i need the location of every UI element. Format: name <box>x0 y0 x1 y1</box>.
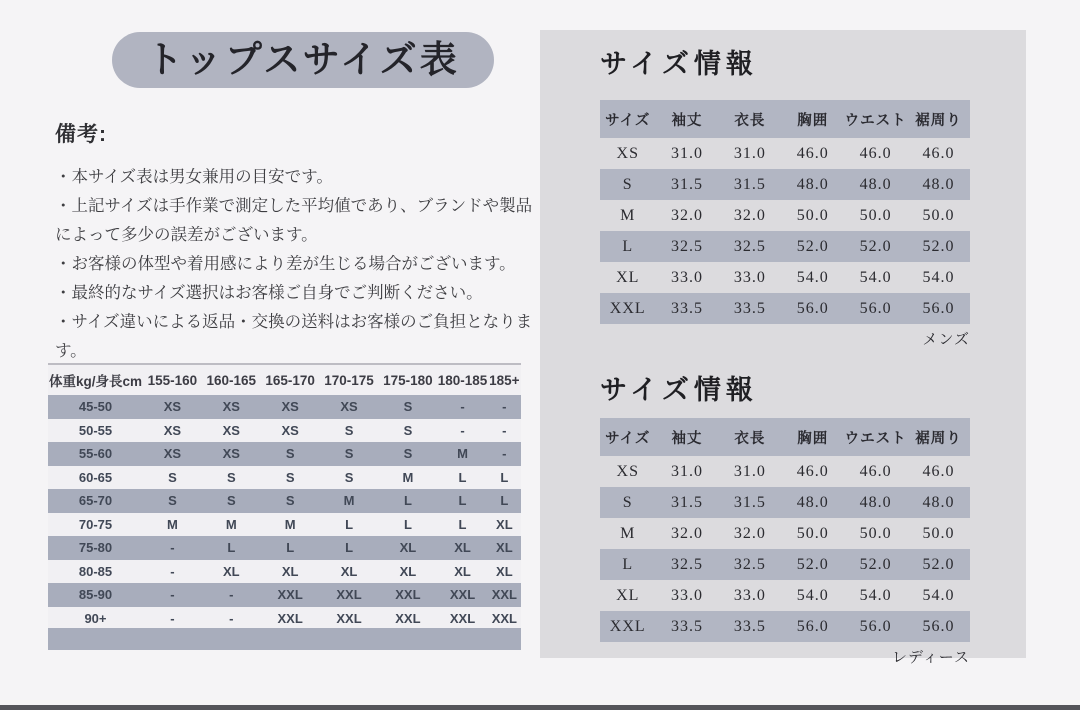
fit-table-footer-stripe <box>48 628 521 650</box>
size-info-panel <box>540 30 1026 666</box>
table-cell: 32.0 <box>670 524 703 542</box>
table-cell: 48.0 <box>796 175 829 193</box>
table-cell: - <box>170 587 175 603</box>
page-title: トップスサイズ表 <box>112 32 494 88</box>
table-cell: S <box>285 446 295 462</box>
fit-table <box>48 363 521 630</box>
table-cell: XS <box>222 422 240 438</box>
table-cell: - <box>502 422 507 438</box>
table-cell: - <box>502 399 507 415</box>
table-row <box>600 456 970 487</box>
table-cell: 31.5 <box>670 175 703 193</box>
notes-heading: 備考: <box>55 123 107 146</box>
table-cell: XL <box>454 563 471 579</box>
table-cell: S <box>285 469 295 485</box>
table-cell: S <box>622 175 633 193</box>
table-row <box>48 419 521 443</box>
column-header: 165-170 <box>261 364 320 395</box>
column-header: 裾周り <box>907 100 970 138</box>
table-cell: S <box>168 469 177 485</box>
table-row <box>48 583 521 607</box>
bottom-bar <box>0 705 1080 710</box>
table-cell: XXL <box>449 610 476 626</box>
table-cell: 45-50 <box>78 399 113 415</box>
table-row <box>600 169 970 200</box>
column-header: 袖丈 <box>656 100 719 138</box>
table-cell: 52.0 <box>859 237 892 255</box>
table-row <box>48 513 521 537</box>
table-cell: L <box>345 516 354 532</box>
table-cell: XS <box>616 144 639 162</box>
table-cell: 33.0 <box>733 586 766 604</box>
note-item: ・お客様の体型や着用感により差が生じる場合がございます。 <box>55 255 516 273</box>
table-row <box>600 580 970 611</box>
column-header: 体重kg/身長cm <box>48 364 143 395</box>
table-cell: XXL <box>395 587 421 603</box>
note-item: ・サイズ違いによる返品・交換の送料はお客様のご負担となります。 <box>55 313 533 360</box>
table-cell: - <box>170 610 175 626</box>
table-cell: 54.0 <box>922 268 955 286</box>
table-cell: XS <box>163 399 182 415</box>
table-cell: 50-55 <box>78 422 113 438</box>
table-cell: - <box>502 446 507 462</box>
table-cell: 48.0 <box>922 493 955 511</box>
table-cell: 56.0 <box>859 299 892 317</box>
table-row <box>600 200 970 231</box>
table-cell: M <box>457 446 468 462</box>
table-cell: 33.5 <box>670 617 703 635</box>
table-cell: XXL <box>277 587 303 603</box>
table-cell: 48.0 <box>922 175 955 193</box>
column-header: 175-180 <box>378 364 437 395</box>
table-cell: 46.0 <box>859 144 892 162</box>
table-cell: S <box>622 493 633 511</box>
table-cell: 80-85 <box>78 563 113 579</box>
table-cell: XL <box>616 268 640 286</box>
note-item: ・本サイズ表は男女兼用の目安です。 <box>55 168 333 186</box>
table-cell: XS <box>163 446 182 462</box>
table-cell: XL <box>616 586 640 604</box>
table-cell: S <box>403 399 413 415</box>
table-cell: S <box>285 493 295 509</box>
table-cell: M <box>284 516 296 532</box>
table-cell: S <box>403 446 413 462</box>
table-cell: 32.0 <box>670 206 703 224</box>
table-cell: 46.0 <box>922 144 955 162</box>
table-cell: 90+ <box>84 610 107 626</box>
table-cell: 50.0 <box>859 524 892 542</box>
size-info-ladies-table <box>600 418 970 642</box>
table-cell: 33.5 <box>733 617 766 635</box>
table-row <box>48 560 521 584</box>
table-row <box>600 549 970 580</box>
column-header: 衣長 <box>718 418 781 456</box>
table-cell: 50.0 <box>796 524 829 542</box>
table-cell: XL <box>399 540 417 556</box>
ladies-table-body <box>600 456 970 642</box>
table-cell: XS <box>616 462 639 480</box>
table-cell: L <box>345 540 354 556</box>
table-cell: XXL <box>336 610 362 626</box>
table-header-row <box>48 364 521 395</box>
table-cell: XL <box>454 540 471 556</box>
table-cell: 46.0 <box>922 462 955 480</box>
note-item: ・最終的なサイズ選択はお客様ご自身でご判断ください。 <box>55 284 483 302</box>
table-cell: XL <box>340 563 358 579</box>
table-cell: M <box>225 516 237 532</box>
table-cell: XL <box>281 563 299 579</box>
table-cell: XXL <box>609 617 646 635</box>
table-cell: 50.0 <box>859 206 892 224</box>
notes-list <box>55 163 535 366</box>
table-cell: 54.0 <box>859 268 892 286</box>
table-cell: 56.0 <box>859 617 892 635</box>
column-header: サイズ <box>600 418 656 456</box>
table-cell: - <box>170 540 175 556</box>
table-cell: 33.5 <box>670 299 703 317</box>
table-cell: S <box>226 493 236 509</box>
table-cell: S <box>344 446 354 462</box>
table-cell: XXL <box>449 587 476 603</box>
column-header: 155-160 <box>143 364 202 395</box>
column-header: サイズ <box>600 100 656 138</box>
table-cell: 31.0 <box>733 462 766 480</box>
table-cell: 48.0 <box>859 493 892 511</box>
column-header: 袖丈 <box>656 418 719 456</box>
table-cell: 50.0 <box>922 206 955 224</box>
ladies-table-head <box>600 418 970 456</box>
table-cell: XS <box>222 399 240 415</box>
table-cell: L <box>500 493 509 509</box>
mens-table-body <box>600 138 970 324</box>
table-cell: 31.5 <box>670 493 703 511</box>
table-cell: 54.0 <box>796 268 829 286</box>
table-cell: XS <box>281 399 299 415</box>
table-row <box>48 442 521 466</box>
table-cell: 32.0 <box>733 524 766 542</box>
column-header: ウエスト <box>844 418 907 456</box>
table-cell: 50.0 <box>796 206 829 224</box>
table-row <box>48 536 521 560</box>
table-row <box>600 231 970 262</box>
table-cell: XL <box>496 563 513 579</box>
table-cell: 31.0 <box>670 144 703 162</box>
table-row <box>48 395 521 419</box>
table-cell: 54.0 <box>796 586 829 604</box>
table-cell: XXL <box>491 587 517 603</box>
table-cell: L <box>458 516 467 532</box>
table-cell: L <box>458 493 467 509</box>
table-cell: XXL <box>609 299 646 317</box>
table-cell: L <box>458 469 467 485</box>
table-row <box>48 466 521 490</box>
table-cell: 33.0 <box>670 586 703 604</box>
mens-caption: メンズ <box>922 332 970 348</box>
table-row <box>600 518 970 549</box>
table-cell: L <box>403 516 412 532</box>
column-header: 185+ <box>488 364 521 395</box>
column-header: 胸囲 <box>781 100 844 138</box>
table-cell: 65-70 <box>78 493 113 509</box>
table-cell: XXL <box>395 610 421 626</box>
table-cell: 33.0 <box>733 268 766 286</box>
fit-table-head <box>48 364 521 395</box>
table-header-row <box>600 418 970 456</box>
table-row <box>48 489 521 513</box>
table-cell: XL <box>496 516 513 532</box>
table-cell: 55-60 <box>78 446 113 462</box>
table-cell: L <box>622 237 634 255</box>
table-cell: 32.5 <box>670 237 703 255</box>
table-cell: 52.0 <box>922 237 955 255</box>
table-cell: 48.0 <box>796 493 829 511</box>
table-cell: 32.5 <box>733 555 766 573</box>
table-row <box>600 293 970 324</box>
table-cell: S <box>344 422 354 438</box>
table-cell: L <box>500 469 509 485</box>
table-cell: S <box>226 469 236 485</box>
column-header: 衣長 <box>718 100 781 138</box>
table-cell: XS <box>340 399 358 415</box>
table-cell: 54.0 <box>859 586 892 604</box>
table-cell: S <box>168 493 177 509</box>
table-cell: - <box>460 422 465 438</box>
table-cell: XXL <box>277 610 303 626</box>
table-row <box>600 262 970 293</box>
table-cell: XS <box>281 422 299 438</box>
table-cell: 46.0 <box>796 144 829 162</box>
fit-table-body <box>48 395 521 630</box>
table-cell: XL <box>496 540 513 556</box>
table-cell: - <box>229 587 234 603</box>
table-cell: - <box>170 563 175 579</box>
table-cell: 56.0 <box>796 617 829 635</box>
table-cell: 85-90 <box>78 587 113 603</box>
table-row <box>600 487 970 518</box>
table-cell: - <box>229 610 234 626</box>
table-cell: 31.0 <box>670 462 703 480</box>
size-info-ladies-title: サイズ情報 <box>600 375 758 405</box>
table-cell: 75-80 <box>78 540 113 556</box>
table-cell: 31.5 <box>733 175 766 193</box>
table-cell: 32.5 <box>733 237 766 255</box>
table-cell: XS <box>222 446 240 462</box>
table-cell: L <box>622 555 634 573</box>
table-cell: 32.5 <box>670 555 703 573</box>
table-cell: L <box>403 493 412 509</box>
table-cell: M <box>620 524 636 542</box>
table-cell: 33.5 <box>733 299 766 317</box>
ladies-caption: レディース <box>891 650 970 666</box>
table-cell: S <box>344 469 354 485</box>
table-cell: M <box>620 206 636 224</box>
table-cell: 50.0 <box>922 524 955 542</box>
table-cell: 48.0 <box>859 175 892 193</box>
column-header: 160-165 <box>202 364 261 395</box>
table-cell: XL <box>399 563 417 579</box>
column-header: 胸囲 <box>781 418 844 456</box>
column-header: 180-185 <box>437 364 487 395</box>
table-cell: 32.0 <box>733 206 766 224</box>
table-cell: 52.0 <box>796 237 829 255</box>
table-cell: L <box>227 540 236 556</box>
table-cell: 52.0 <box>859 555 892 573</box>
mens-table-head <box>600 100 970 138</box>
table-row <box>600 611 970 642</box>
table-row <box>600 138 970 169</box>
table-cell: XL <box>222 563 240 579</box>
column-header: ウエスト <box>844 100 907 138</box>
table-cell: 56.0 <box>922 299 955 317</box>
table-cell: M <box>402 469 414 485</box>
table-cell: 52.0 <box>796 555 829 573</box>
table-header-row <box>600 100 970 138</box>
table-cell: XXL <box>336 587 362 603</box>
table-cell: L <box>286 540 295 556</box>
table-cell: 52.0 <box>922 555 955 573</box>
table-cell: 60-65 <box>78 469 113 485</box>
table-cell: 46.0 <box>859 462 892 480</box>
table-row <box>48 607 521 631</box>
column-header: 170-175 <box>320 364 379 395</box>
table-cell: M <box>343 493 355 509</box>
table-cell: 54.0 <box>922 586 955 604</box>
table-cell: XXL <box>491 610 517 626</box>
table-cell: XS <box>163 422 182 438</box>
table-cell: - <box>460 399 465 415</box>
table-cell: 33.0 <box>670 268 703 286</box>
table-cell: 56.0 <box>922 617 955 635</box>
table-cell: 70-75 <box>78 516 113 532</box>
table-cell: 31.5 <box>733 493 766 511</box>
table-cell: M <box>167 516 178 532</box>
table-cell: 56.0 <box>796 299 829 317</box>
table-cell: 46.0 <box>796 462 829 480</box>
size-info-mens-table <box>600 100 970 324</box>
table-cell: S <box>403 422 413 438</box>
size-info-mens-title: サイズ情報 <box>600 49 758 79</box>
note-item: ・上記サイズは手作業で測定した平均値であり、ブランドや製品によって多少の誤差がございます。 <box>55 197 533 244</box>
table-cell: 31.0 <box>733 144 766 162</box>
column-header: 裾周り <box>907 418 970 456</box>
